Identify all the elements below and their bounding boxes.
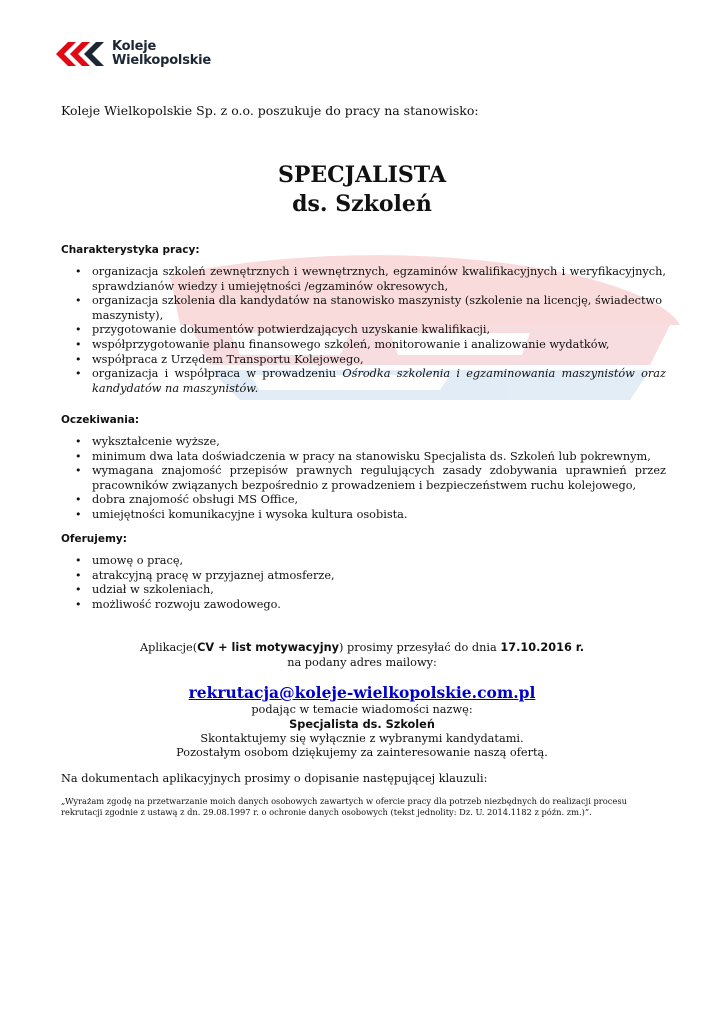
application-docs: CV + list motywacyjny (197, 641, 339, 654)
list-item: • organizacja szkoleń zewnętrznych i wewnętrznych, egzaminów kwalifikacyjnych i weryfikacyjnych, sprawdzianów wiedzy i umiejętności /egzaminów okresowych, (61, 265, 666, 294)
job-title (0, 161, 724, 219)
list-item: • współpraca z Urzędem Transportu Kolejowego, (61, 353, 666, 368)
list-item-text: organizacja i współpraca w prowadzeniu (92, 367, 343, 381)
list-item: • umiejętności komunikacyjne i wysoka kultura osobista. (61, 508, 666, 523)
list-item: • udział w szkoleniach, (61, 583, 666, 598)
application-middle: ) prosimy przesyłać do dnia (338, 641, 501, 654)
list-item: • możliwość rozwoju zawodowego. (61, 598, 666, 613)
list-item-italic: Ośrodka szkolenia i egzaminowania maszynistów oraz kandydatów na maszynistów. (92, 367, 666, 395)
subject-instructions: podając w temacie wiadomości nazwę: (251, 703, 473, 716)
list-item: • przygotowanie dokumentów potwierdzających uzyskanie kwalifikacji, (61, 323, 666, 338)
offer-list (61, 554, 666, 612)
list-item: • umowę o pracę, (61, 554, 666, 569)
application-instructions (0, 641, 724, 656)
email-link[interactable]: rekrutacja@koleje-wielkopolskie.com.pl (188, 683, 536, 702)
offer-heading: Oferujemy: (61, 533, 127, 545)
job-title-line-1: SPECJALISTA (277, 162, 447, 188)
list-item: • współprzygotowanie planu finansowego szkoleń, monitorowanie i analizowanie wydatków, (61, 338, 666, 353)
application-prefix: Aplikacje( (139, 641, 198, 654)
expectations-list (61, 435, 666, 523)
list-item: • wykształcenie wyższe, (61, 435, 666, 450)
kw-logo-icon (56, 40, 106, 68)
email-subject: Specjalista ds. Szkoleń (289, 718, 435, 731)
list-item (61, 367, 666, 396)
clause-text: „Wyrażam zgodę na przetwarzanie moich danych osobowych zawartych w ofercie pracy dla potrzeb niezbędnych do realizacji procesu rekrutacji zgodnie z ustawą z dn. 29.08.1997 r. o ochronie danych osobowych (tekst jednolity: Dz. U. 2014.1182 z późn. zm.)”. (61, 796, 627, 817)
thanks-note: Pozostałym osobom dziękujemy za zainteresowanie naszą ofertą. (176, 746, 548, 759)
application-line-2: na podany adres mailowy: (287, 656, 437, 669)
list-item: • organizacja szkolenia dla kandydatów na stanowisko maszynisty (szkolenie na licencję, świadectwo maszynisty), (61, 294, 666, 323)
list-item: • wymagana znajomość przepisów prawnych regulujących zasady zdobywania uprawnień przez pracowników związanych bezpośrednio z prowadzeniem i bezpieczeństwem ruchu kolejowego, (61, 464, 666, 493)
job-title-line-2: ds. Szkoleń (292, 191, 432, 217)
list-item: • atrakcyjną pracę w przyjaznej atmosferze, (61, 569, 666, 584)
application-deadline: 17.10.2016 r. (500, 641, 585, 654)
intro-text: Koleje Wielkopolskie Sp. z o.o. poszukuje do pracy na stanowisko: (61, 103, 479, 118)
logo-line-1: Koleje (112, 39, 157, 54)
list-item: • minimum dwa lata doświadczenia w pracy na stanowisku Specjalista ds. Szkoleń lub pokrewnym, (61, 450, 666, 465)
list-item: • dobra znajomość obsługi MS Office, (61, 493, 666, 508)
characteristics-heading: Charakterystyka pracy: (61, 244, 200, 256)
company-logo (56, 36, 216, 72)
contact-note: Skontaktujemy się wyłącznie z wybranymi kandydatami. (200, 732, 524, 745)
logo-line-2: Wielkopolskie (112, 53, 212, 68)
characteristics-list (61, 265, 666, 396)
clause-heading: Na dokumentach aplikacyjnych prosimy o dopisanie następującej klauzuli: (61, 772, 488, 785)
expectations-heading: Oczekiwania: (61, 414, 140, 426)
